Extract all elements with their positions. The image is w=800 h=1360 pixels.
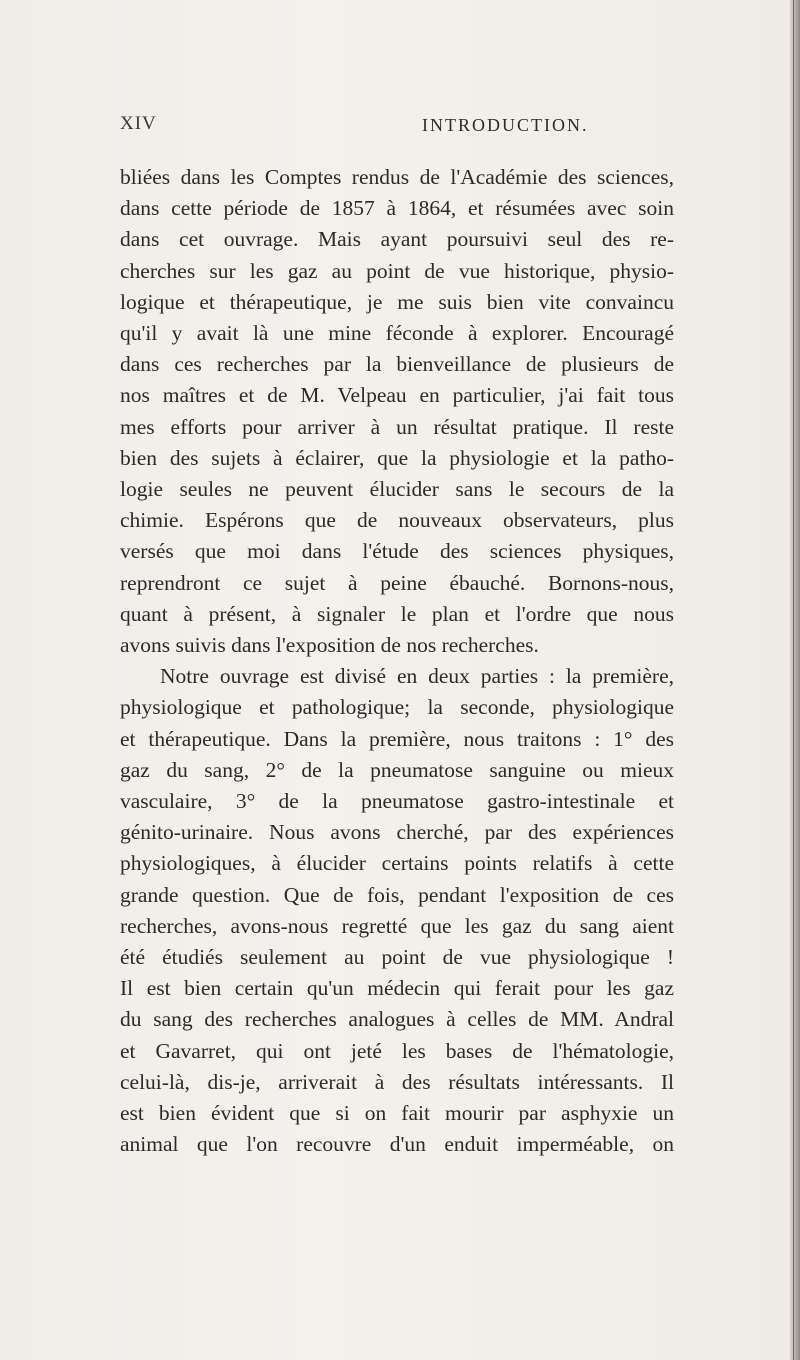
text-line: reprendront ce sujet à peine ébauché. Bornons-nous, [120, 570, 674, 595]
text-line: bliées dans les Comptes rendus de l'Académie des sciences, [120, 165, 674, 189]
page-edge-line [793, 0, 794, 1360]
text-line: logie seules ne peuvent élucider sans le secours de la [120, 477, 674, 502]
page-number: XIV [120, 113, 157, 134]
page-header [120, 113, 670, 143]
paragraph [120, 162, 674, 661]
text-line: bien des sujets à éclairer, que la physiologie et la patho- [120, 445, 674, 470]
page-edge [790, 0, 800, 1360]
text-line: est bien évident que si on fait mourir par asphyxie un [120, 1101, 674, 1126]
text-line: été étudiés seulement au point de vue physiologique ! [120, 945, 674, 970]
paragraph [120, 661, 674, 1160]
text-line: dans cette période de 1857 à 1864, et résumées avec soin [120, 196, 674, 221]
text-line: versés que moi dans l'étude des sciences physiques, [120, 539, 674, 564]
text-line: dans ces recherches par la bienveillance de plusieurs de [120, 352, 674, 377]
text-line: Il est bien certain qu'un médecin qui ferait pour les gaz [120, 976, 674, 1001]
text-line: physiologique et pathologique; la seconde, physiologique [120, 695, 674, 720]
text-line: avons suivis dans l'exposition de nos recherches. [120, 633, 539, 658]
text-line: qu'il y avait là une mine féconde à explorer. Encouragé [120, 321, 674, 346]
running-head: INTRODUCTION. [422, 115, 589, 135]
text-line: quant à présent, à signaler le plan et l'ordre que nous [120, 601, 674, 626]
text-line: mes efforts pour arriver à un résultat pratique. Il reste [120, 414, 674, 439]
text-line: cherches sur les gaz au point de vue historique, physio- [120, 258, 674, 283]
text-line: recherches, avons-nous regretté que les gaz du sang aient [120, 913, 674, 938]
text-line: et Gavarret, qui ont jeté les bases de l'hématologie, [120, 1038, 674, 1063]
text-line: et thérapeutique. Dans la première, nous traitons : 1° des [120, 726, 674, 751]
text-line: gaz du sang, 2° de la pneumatose sanguine ou mieux [120, 757, 674, 782]
text-line: Notre ouvrage est divisé en deux parties : la première, [160, 664, 674, 689]
text-line: grande question. Que de fois, pendant l'exposition de ces [120, 882, 674, 907]
text-line: physiologiques, à élucider certains points relatifs à cette [120, 851, 674, 876]
text-line: celui-là, dis-je, arriverait à des résultats intéressants. Il [120, 1069, 674, 1094]
text-line: animal que l'on recouvre d'un enduit imperméable, on [120, 1132, 674, 1157]
text-line: dans cet ouvrage. Mais ayant poursuivi seul des re- [120, 227, 674, 252]
text-line: chimie. Espérons que de nouveaux observateurs, plus [120, 508, 674, 533]
body-text [120, 162, 674, 1161]
text-line: nos maîtres et de M. Velpeau en particulier, j'ai fait tous [120, 383, 674, 408]
text-line: du sang des recherches analogues à celles de MM. Andral [120, 1007, 674, 1032]
text-line: vasculaire, 3° de la pneumatose gastro-intestinale et [120, 789, 674, 814]
text-line: logique et thérapeutique, je me suis bien vite convaincu [120, 289, 674, 314]
text-line: génito-urinaire. Nous avons cherché, par des expériences [120, 820, 674, 845]
